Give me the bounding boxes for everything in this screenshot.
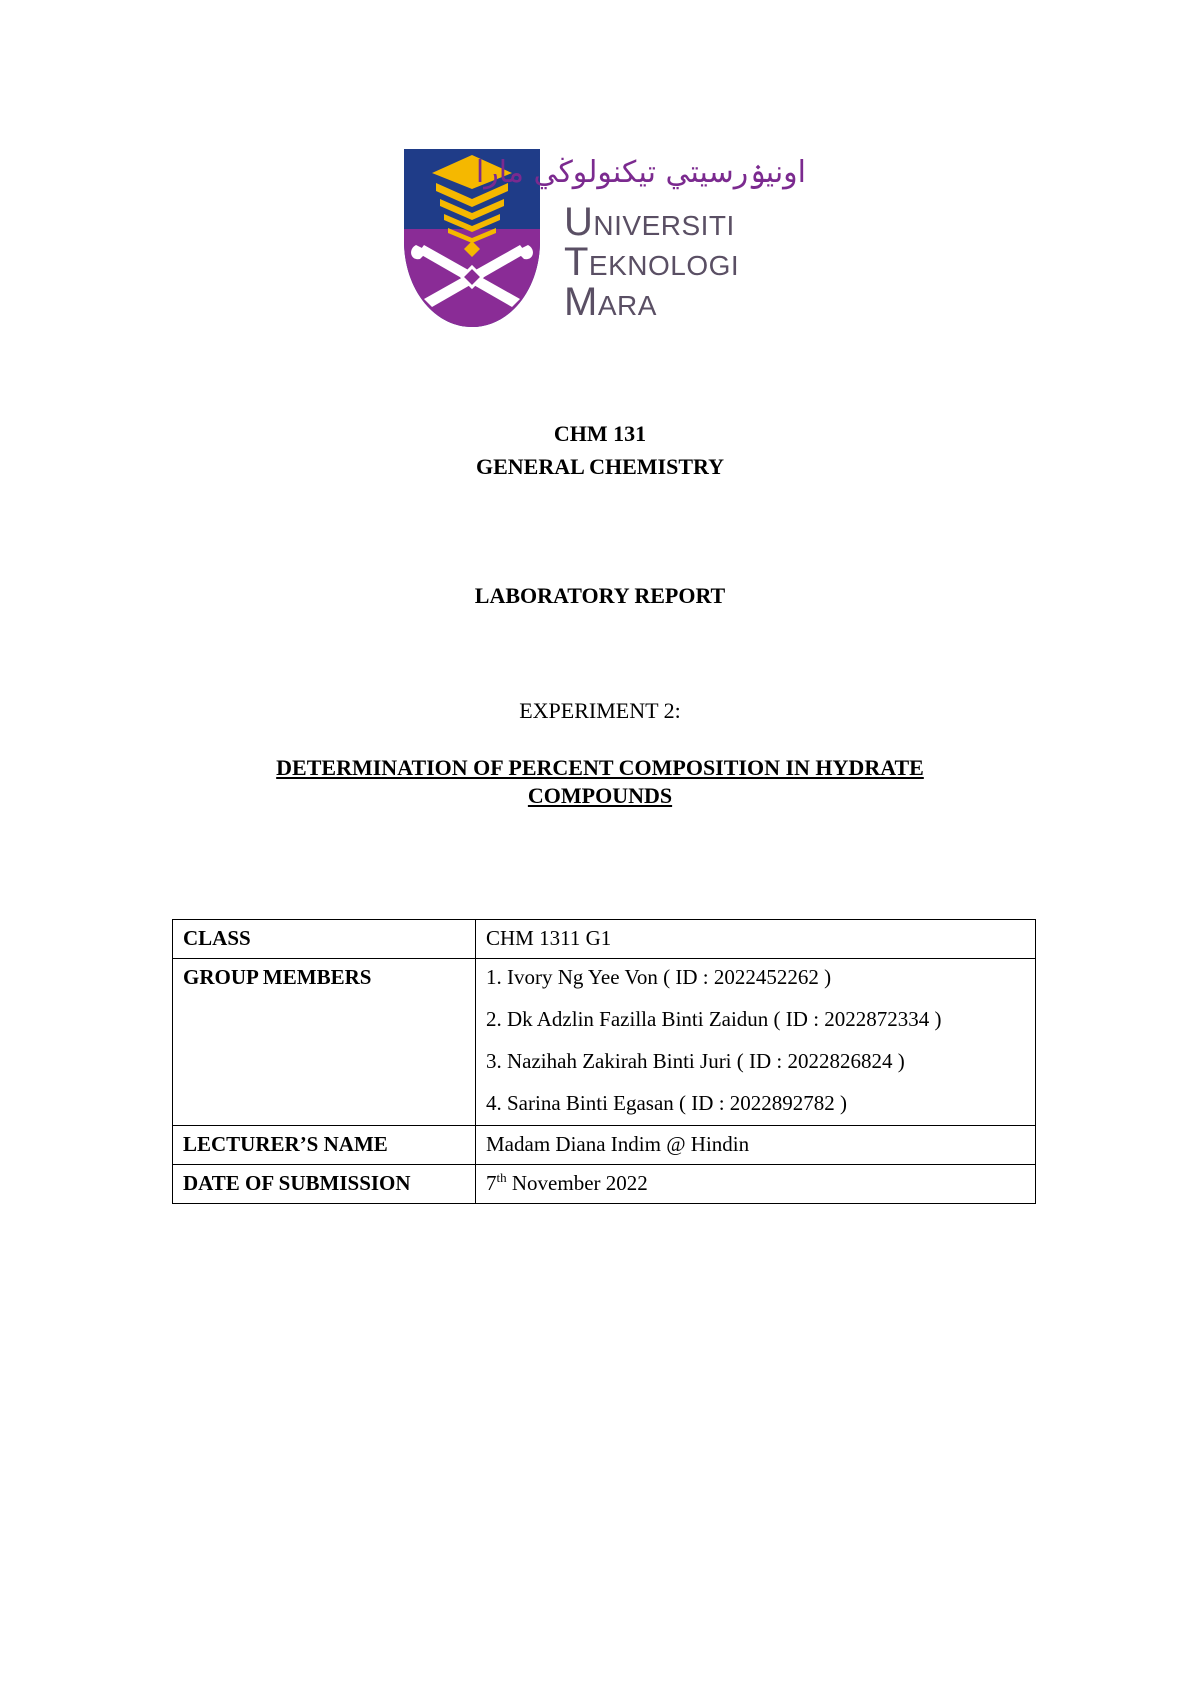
experiment-title-line-1: DETERMINATION OF PERCENT COMPOSITION IN HYDRATE xyxy=(276,755,924,780)
lecturer-label: LECTURER’S NAME xyxy=(173,1126,476,1165)
date-value xyxy=(476,1165,1036,1204)
date-label: DATE OF SUBMISSION xyxy=(173,1165,476,1204)
logo-line-universiti: Universiti xyxy=(564,200,735,244)
date-rest: November 2022 xyxy=(506,1171,648,1195)
table-row-lecturer xyxy=(173,1126,1036,1165)
date-suffix: th xyxy=(496,1170,507,1185)
group-member-4: 4. Sarina Binti Egasan ( ID : 2022892782 ) xyxy=(486,1091,848,1115)
report-info-table xyxy=(172,919,1036,1204)
logo-arabic-text: اونيۏرسيتي تيكنولوڬي مارا xyxy=(475,155,806,190)
group-members-label: GROUP MEMBERS xyxy=(173,959,476,1126)
class-value: CHM 1311 G1 xyxy=(476,920,1036,959)
group-member-2: 2. Dk Adzlin Fazilla Binti Zaidun ( ID : 2022872334 ) xyxy=(486,1007,942,1031)
logo-line-teknologi: Teknologi xyxy=(564,240,740,284)
experiment-label: EXPERIMENT 2: xyxy=(519,698,681,723)
course-name: GENERAL CHEMISTRY xyxy=(476,454,724,479)
university-logo xyxy=(402,149,822,329)
course-code: CHM 131 xyxy=(553,421,647,446)
table-row-date xyxy=(173,1165,1036,1204)
table-row-group-members xyxy=(173,959,1036,1126)
logo-line-mara: Mara xyxy=(564,280,657,324)
group-member-1: 1. Ivory Ng Yee Von ( ID : 2022452262 ) xyxy=(486,965,832,989)
experiment-title-line-2: COMPOUNDS xyxy=(527,783,673,808)
logo-university-name xyxy=(564,202,739,322)
lecturer-value: Madam Diana Indim @ Hindin xyxy=(476,1126,1036,1165)
report-type: LABORATORY REPORT xyxy=(474,583,726,608)
group-member-3: 3. Nazihah Zakirah Binti Juri ( ID : 2022826824 ) xyxy=(486,1049,905,1073)
group-members-list xyxy=(476,959,1036,1126)
class-label: CLASS xyxy=(173,920,476,959)
date-day: 7 xyxy=(486,1171,497,1195)
table-row-class xyxy=(173,920,1036,959)
